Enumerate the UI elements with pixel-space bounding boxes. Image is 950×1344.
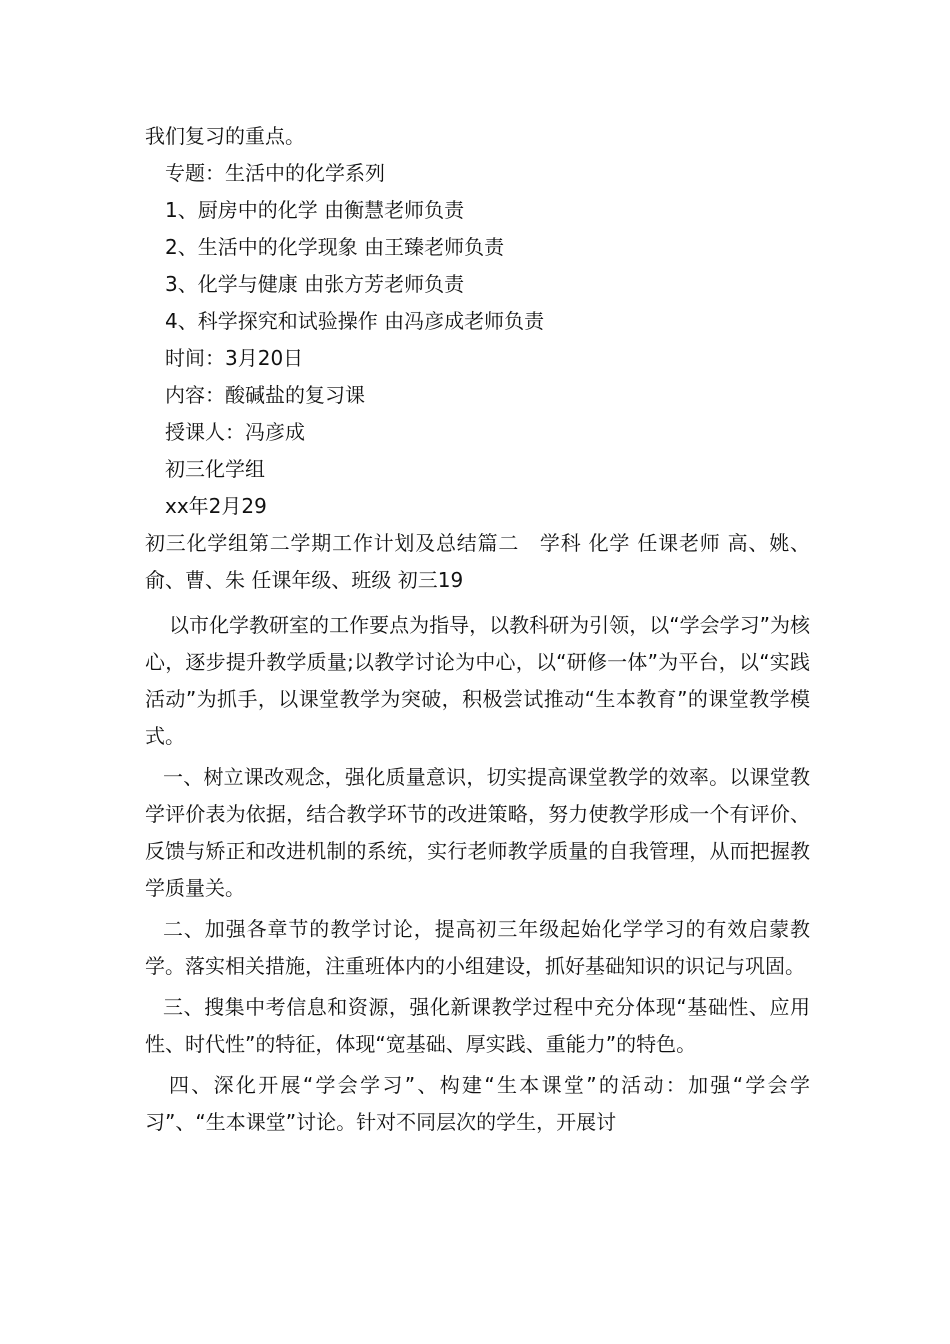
paragraph-point-4: 四、深化开展“学会学习”、构建“生本课堂”的活动：加强“学会学习”、“生本课堂”讨论。针对不同层次的学生，开展讨 <box>145 1073 810 1134</box>
paragraph-point-3: 三、搜集中考信息和资源，强化新课教学过程中充分体现“基础性、应用性、时代性”的特征，体现“宽基础、厚实践、重能力”的特色。 <box>145 995 810 1056</box>
document-page <box>145 118 810 1141</box>
text-line-content: 内容：酸碱盐的复习课 <box>165 383 365 407</box>
text-line-item-4: 4、科学探究和试验操作 由冯彦成老师负责 <box>165 309 545 333</box>
text-line-group: 初三化学组 <box>165 457 265 481</box>
text-line-item-1: 1、厨房中的化学 由衡慧老师负责 <box>165 198 465 222</box>
text-line-lecturer: 授课人：冯彦成 <box>165 420 305 444</box>
text-line-review-focus: 我们复习的重点。 <box>145 124 305 148</box>
paragraph-point-1: 一、树立课改观念，强化质量意识，切实提高课堂教学的效率。以课堂教学评价表为依据，结合教学环节的改进策略，努力使教学形成一个有评价、反馈与矫正和改进机制的系统，实行老师教学质量的自我管理，从而把握教学质量关。 <box>145 765 810 900</box>
paragraph-intro: 以市化学教研室的工作要点为指导，以教科研为引领，以“学会学习”为核心，逐步提升教学质量;以教学讨论为中心，以“研修一体”为平台，以“实践活动”为抓手，以课堂教学为突破，积极尝试推动“生本教育”的课堂教学模式。 <box>145 613 810 748</box>
section-heading: 初三化学组第二学期工作计划及总结篇二 学科 化学 任课老师 高、姚、俞、曹、朱 任课年级、班级 初三19 <box>145 531 810 592</box>
text-line-item-3: 3、化学与健康 由张方芳老师负责 <box>165 272 465 296</box>
text-line-time: 时间：3月20日 <box>165 346 304 370</box>
text-line-date: xx年2月29 <box>165 494 267 518</box>
paragraph-point-2: 二、加强各章节的教学讨论，提高初三年级起始化学学习的有效启蒙教学。落实相关措施，注重班体内的小组建设，抓好基础知识的识记与巩固。 <box>145 917 810 978</box>
text-line-item-2: 2、生活中的化学现象 由王臻老师负责 <box>165 235 505 259</box>
text-line-topic: 专题：生活中的化学系列 <box>165 161 385 185</box>
